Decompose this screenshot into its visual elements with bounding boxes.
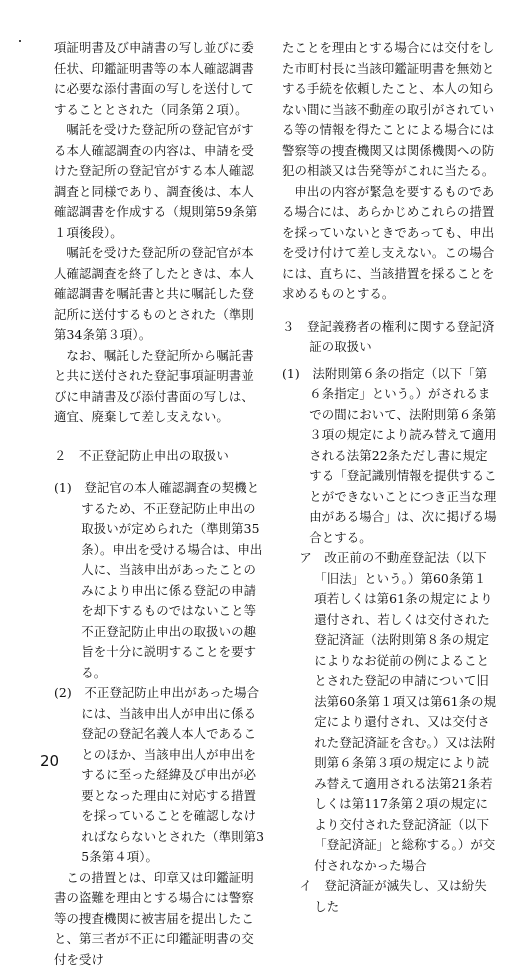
left-column bbox=[54, 38, 266, 970]
paragraph: たことを理由とする場合には交付をした市町村長に当該印鑑証明書を無効とする手続を依頼したこと、本人の知らない間に当該不動産の取引がされている等の情報を得たことによる場合には警察等の捜査機関又は関係機関への防犯の相談又は告発等がこれに当たる。 bbox=[282, 38, 498, 182]
paragraph: 申出の内容が緊急を要するものである場合には、あらかじめこれらの措置を採っていないときであっても、申出を受け付けて差し支えない。この場合には、直ちに、当該措置を採ることを求めるものとする。 bbox=[282, 182, 498, 305]
section-heading: ３ 登記義務者の権利に関する登記済証の取扱い bbox=[282, 317, 498, 358]
sub-list-item: ア 改正前の不動産登記法（以下「旧法」という。）第60条第１項若しくは第61条の規定により還付され、若しくは交付された登記済証（法附則第８条の規定によりなお従前の例によることとされた登記の申請について旧法第60条第１項又は第61条の規定により還付され、又は交付された登記済証を含む。）又は法附則第６条第３項の規定により読み替えて適用される法第21条若しくは第117条第２項の規定により交付された登記済証（以下「登記済証」と総称する。）が交付されなかった場合 bbox=[282, 548, 498, 876]
paragraph: なお、嘱託した登記所から嘱託書と共に送付された登記事項証明書並びに申請書及び添付書面の写しは、適宜、廃棄して差し支えない。 bbox=[54, 346, 266, 428]
paragraph: 嘱託を受けた登記所の登記官が本人確認調査を終了したときは、本人確認調書を嘱託書と共に嘱託した登記所に送付するものとされた（準則第34条第３項）。 bbox=[54, 243, 266, 346]
paragraph: この措置とは、印章又は印鑑証明書の盗難を理由とする場合には警察等の捜査機関に被害届を提出したこと、第三者が不正に印鑑証明書の交付を受け bbox=[54, 868, 266, 970]
right-column bbox=[282, 38, 498, 917]
paragraph: 項証明書及び申請書の写し並びに委任状、印鑑証明書等の本人確認調書に必要な添付書面の写しを送付してすることとされた（同条第２項）。 bbox=[54, 38, 266, 120]
sub-list-item: イ 登記済証が滅失し、又は紛失した bbox=[282, 876, 498, 917]
list-item: (1) 法附則第６条の指定（以下「第６条指定」という。）がされるまでの間において、法附則第６条第３項の規定により読み替えて適用される法第22条ただし書に規定する「登記識別情報を提供することができないことにつき正当な理由がある場合」は、次に掲げる場合とする。 bbox=[282, 364, 498, 549]
list-item: (1) 登記官の本人確認調査の契機とするため、不正登記防止申出の取扱いが定められた（準則第35条）。申出を受ける場合は、申出人に、当該申出があったことのみにより申出に係る登記の申請を却下するものではないこと等不正登記防止申出の取扱いの趣旨を十分に説明することを要する。 bbox=[54, 478, 266, 683]
scan-speck bbox=[19, 40, 21, 42]
paragraph: 嘱託を受けた登記所の登記官がする本人確認調査の内容は、申請を受けた登記所の登記官がする本人確認調査と同様であり、調査後は、本人確認調書を作成する（規則第59条第１項後段）。 bbox=[54, 120, 266, 243]
page-number: 20 bbox=[40, 752, 59, 770]
list-item: (2) 不正登記防止申出があった場合には、当該申出人が申出に係る登記の登記名義人本人であることのほか、当該申出人が申出をするに至った経緯及び申出が必要となった理由に対応する措置を採っていることを確認しなければならないとされた（準則第35条第４項）。 bbox=[54, 683, 266, 868]
section-heading: ２ 不正登記防止申出の取扱い bbox=[54, 446, 266, 467]
